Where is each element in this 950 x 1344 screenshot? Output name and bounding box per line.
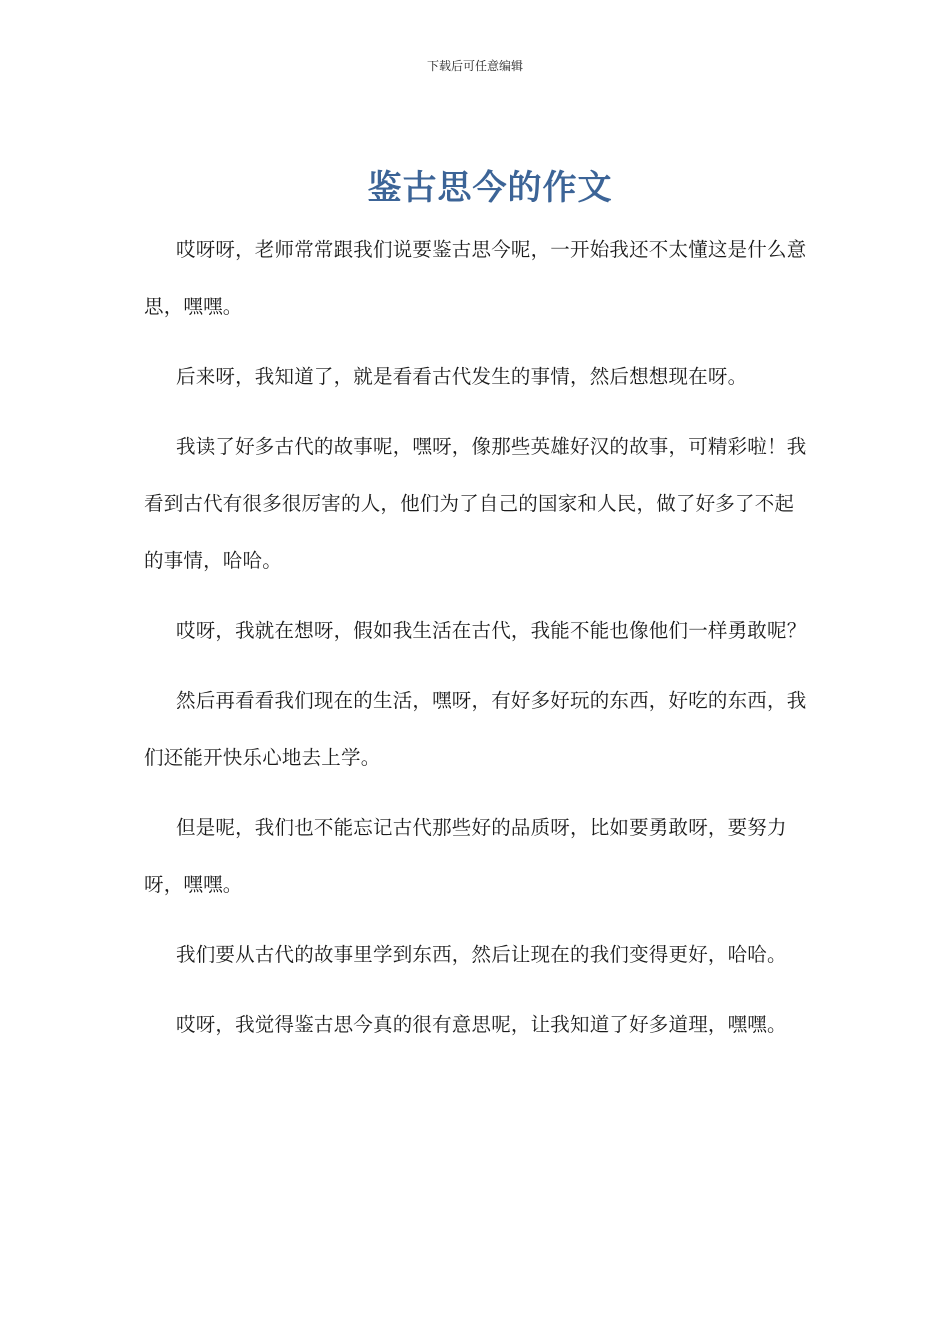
paragraph-7: 我们要从古代的故事里学到东西，然后让现在的我们变得更好，哈哈。 xyxy=(176,943,787,966)
paragraph-1: 哎呀呀，老师常常跟我们说要鉴古思今呢，一开始我还不太懂这是什么意思，嘿嘿。 xyxy=(144,238,807,318)
paragraph-2: 后来呀，我知道了，就是看看古代发生的事情，然后想想现在呀。 xyxy=(176,365,748,388)
document-title: 鉴古思今的作文 xyxy=(367,168,613,208)
paragraph-8: 哎呀，我觉得鉴古思今真的很有意思呢，让我知道了好多道理，嘿嘿。 xyxy=(176,1013,787,1036)
paragraph-6: 但是呢，我们也不能忘记古代那些好的品质呀，比如要勇敢呀，要努力呀，嘿嘿。 xyxy=(144,816,787,896)
document-body xyxy=(144,221,812,1066)
paragraph-4: 哎呀，我就在想呀，假如我生活在古代，我能不能也像他们一样勇敢呢？ xyxy=(176,619,807,642)
paragraph-5: 然后再看看我们现在的生活，嘿呀，有好多好玩的东西，好吃的东西，我们还能开快乐心地去上学。 xyxy=(144,689,807,769)
paragraph-3: 我读了好多古代的故事呢，嘿呀，像那些英雄好汉的故事，可精彩啦！我看到古代有很多很厉害的人，他们为了自己的国家和人民，做了好多了不起的事情，哈哈。 xyxy=(144,435,807,572)
header-note: 下载后可任意编辑 xyxy=(426,59,523,73)
